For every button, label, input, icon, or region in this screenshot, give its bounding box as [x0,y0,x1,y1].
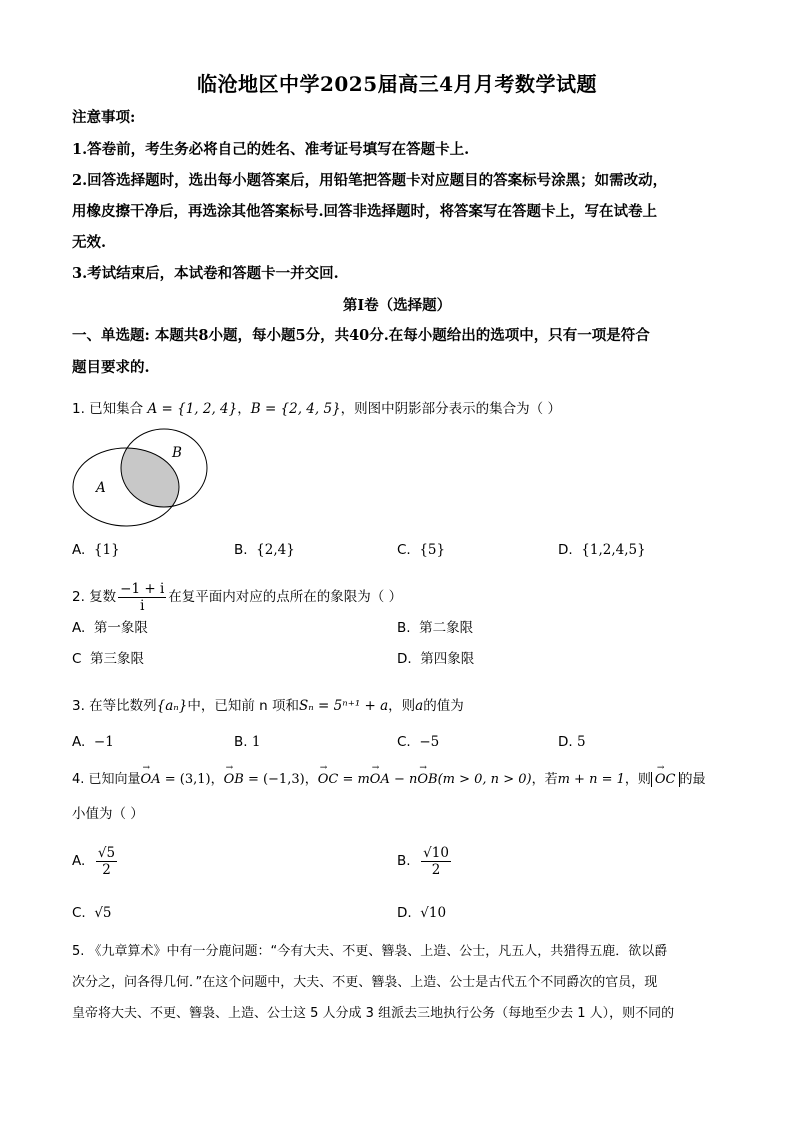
q1-option-d-value: {1,2,4,5} [581,542,646,558]
q4-option-a-denominator: 2 [102,861,111,878]
q4-option-b-letter: B. [397,853,411,869]
q4-option-a-numerator: √5 [97,844,116,861]
q3-option-c-value: −5 [419,734,440,750]
q2-option-a[interactable] [72,618,148,638]
q1-option-d-letter: D. [558,542,573,558]
venn-label-a: A [96,480,106,496]
q2-suffix: 在复平面内对应的点所在的象限为（ ） [168,589,403,605]
q1-option-a-value: {1} [93,542,120,558]
q4-option-b-fraction [421,845,451,878]
q3-option-c[interactable] [397,732,439,752]
q4-option-b-numerator: √10 [423,844,449,861]
q3-option-c-letter: C. [397,734,411,750]
q3-option-a[interactable] [72,732,114,752]
q2-option-d-value: 第四象限 [420,651,475,667]
q3-suffix: 的值为 [423,698,464,714]
notice-heading: 注意事项: [72,109,136,126]
question-5-line-3: 皇帝将大夫、不更、簪袅、上造、公士这 5 人分成 3 组派去三地执行公务（每地至少去 1 人），则不同的 [72,1006,675,1021]
page-title: 临沧地区中学2025届高三4月月考数学试题 [196,72,598,96]
q4-oc-minus: − n [389,772,418,787]
part1-instructions: 一、单选题: 本题共8小题，每小题5分，共40分.在每小题给出的选项中，只有一项是符合 [72,327,650,344]
q4-vector-oa: → OA [141,770,161,790]
q4-option-c-letter: C. [72,905,86,921]
notice-item-2-end: 无效. [72,234,107,251]
q3-option-d[interactable] [558,732,586,752]
q2-fraction-denominator: i [140,597,145,614]
q2-fraction-numerator: −1 + i [120,580,165,597]
q1-option-b-letter: B. [234,542,248,558]
q3-variable: a [415,698,424,714]
q3-formula: Sₙ = 5ⁿ⁺¹ + a [299,698,389,714]
q2-option-b-letter: B. [397,620,411,636]
q1-prefix: 1. 已知集合 [72,401,144,417]
q4-ob-value: = (−1,3) [243,772,305,787]
notice-item-1: 1.答卷前，考生务必将自己的姓名、准考证号填写在答题卡上. [72,141,470,158]
q1-option-b-value: {2,4} [256,542,295,558]
q3-prefix: 3. 在等比数列 [72,698,157,714]
q3-sequence: {aₙ} [156,698,188,714]
q1-option-c-value: {5} [419,542,446,558]
q4-abs-oc: → OC [655,770,676,790]
q4-option-d-value: √10 [420,905,447,921]
q4-option-c[interactable] [72,903,112,923]
question-5-line-2: 次分之，问各得几何．”在这个问题中，大夫、不更、簪袅、上造、公士是古代五个不同爵次的官员，现 [72,975,658,990]
q4-condition: m + n = 1 [557,772,625,787]
question-4-stem: 4. 已知向量→ OA = (3,1)，→ OB = (−1,3)，→ OC = m→ OA − n→ OB(m > 0, n > 0)，若m + n = 1，则→ OC 的最 [72,770,732,790]
notice-item-3: 3.考试结束后，本试卷和答题卡一并交回. [72,265,339,282]
q3-option-b-value: 1 [251,734,261,750]
question-3-stem [72,696,732,716]
q2-option-b[interactable] [397,618,473,638]
q2-fraction [118,581,166,614]
q3-option-a-value: −1 [93,734,114,750]
q4-prefix: 4. 已知向量 [72,772,141,787]
q2-option-a-letter: A. [72,620,86,636]
q4-option-d-letter: D. [397,905,412,921]
q4-option-d[interactable] [397,903,446,923]
q2-option-d-letter: D. [397,651,412,667]
q2-option-c-value: 第三象限 [90,651,145,667]
question-1-stem [72,399,732,419]
q4-option-a[interactable] [72,842,119,880]
q2-prefix: 2. 复数 [72,589,117,605]
q1-option-a[interactable] [72,540,120,560]
notice-item-2-cont: 用橡皮擦干净后，再选涂其他答案标号.回答非选择题时，将答案写在答题卡上，写在试卷上 [72,203,658,220]
q1-comma: ， [237,401,251,417]
q4-option-a-letter: A. [72,853,86,869]
q4-vector-ob: → OB [224,770,244,790]
q1-option-a-letter: A. [72,542,86,558]
q1-option-d[interactable] [558,540,646,560]
q4-oc-condition: (m > 0, n > 0) [437,772,532,787]
q4-mid2: ，则 [624,772,651,787]
q3-mid2: ，则 [388,698,416,714]
venn-label-b: B [172,445,182,461]
q4-option-c-value: √5 [94,905,112,921]
q4-option-b-denominator: 2 [431,861,441,878]
q4-oc-oa: → OA [370,770,390,790]
q4-option-a-fraction [96,845,117,878]
q3-option-d-letter: D. [558,734,573,750]
q1-option-c-letter: C. [397,542,411,558]
venn-diagram [68,420,213,532]
q4-suffix: 的最 [679,772,706,787]
q3-option-d-value: 5 [576,734,586,750]
q3-option-a-letter: A. [72,734,86,750]
q4-mid: ，若 [531,772,558,787]
question-4-stem-cont: 小值为（ ） [72,806,144,822]
q2-option-a-value: 第一象限 [93,620,148,636]
q4-oc-eq: = m [338,772,370,787]
notice-item-2: 2.回答选择题时，选出每小题答案后，用铅笔把答题卡对应题目的答案标号涂黑；如需改动， [72,172,668,189]
q4-oc-ob: → OB [417,770,437,790]
q3-option-b-letter: B. [234,734,248,750]
q1-option-b[interactable] [234,540,295,560]
q4-option-b[interactable] [397,842,453,880]
q1-suffix: ，则图中阴影部分表示的集合为（ ） [340,401,561,417]
q2-option-c[interactable] [72,649,144,669]
q1-option-c[interactable] [397,540,445,560]
question-5-line-1: 5. 《九章算术》中有一分鹿问题：“今有大夫、不更、簪袅、上造、公士，凡五人，共猎得五鹿．欲以爵 [72,944,668,959]
q4-vector-oc: → OC [318,770,339,790]
q1-set-a: A = {1, 2, 4} [147,401,238,417]
part1-instructions-cont: 题目要求的. [72,359,150,376]
q3-option-b[interactable] [234,732,260,752]
section-title: 第I卷（选择题） [342,297,452,314]
q3-mid: 中，已知前 n 项和 [187,698,300,714]
question-2-stem [72,580,732,614]
q2-option-b-value: 第二象限 [419,620,474,636]
q2-option-d[interactable] [397,649,474,669]
q1-set-b: B = {2, 4, 5} [250,401,341,417]
q4-oa-value: = (3,1) [160,772,211,787]
q2-option-c-letter: C [72,651,82,667]
